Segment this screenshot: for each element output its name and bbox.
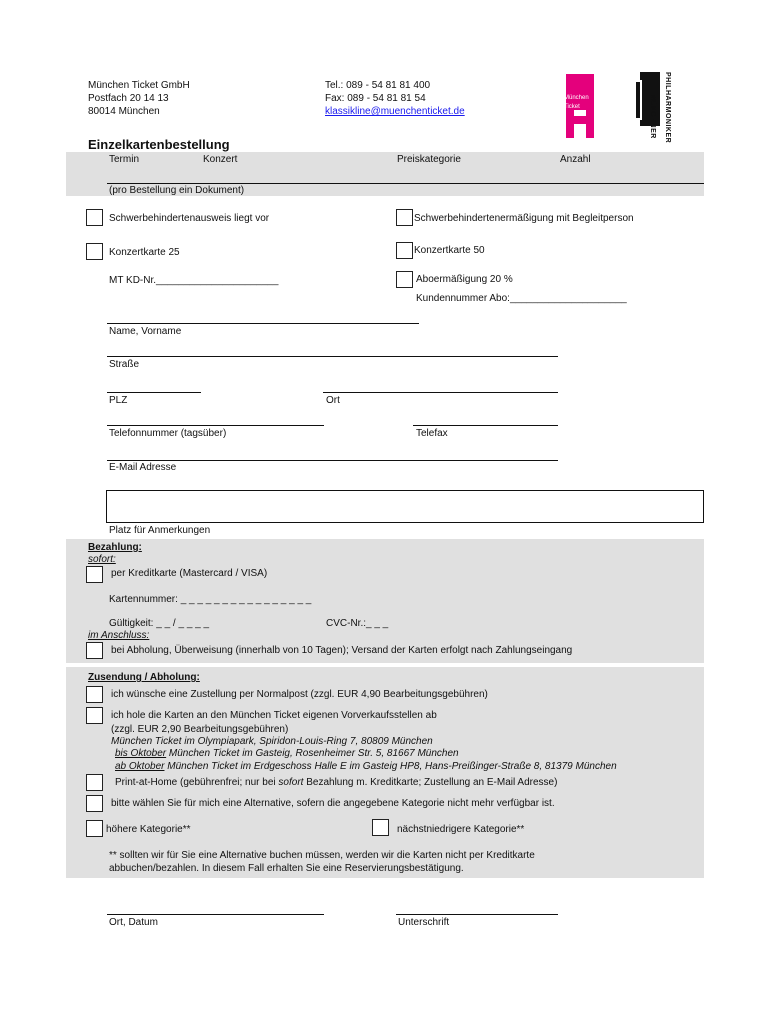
col-anzahl: Anzahl (560, 154, 591, 165)
label-higher-category: höhere Kategorie** (106, 824, 191, 835)
checkbox-post[interactable] (86, 686, 103, 703)
checkbox-credit-card[interactable] (86, 566, 103, 583)
email-link[interactable] (325, 106, 465, 118)
label-lower-category: nächstniedrigere Kategorie** (397, 824, 525, 835)
phone: Tel.: 089 - 54 81 81 400 (325, 80, 431, 91)
remarks-box[interactable] (106, 490, 704, 523)
page-title: Einzelkartenbestellung (88, 137, 230, 152)
loc2-text: München Ticket im Gasteig, Rosenheimer Str. 5, 81667 München (166, 748, 459, 759)
payment-heading: Bezahlung: (88, 542, 142, 553)
validity-field[interactable]: Gültigkeit: _ _ / _ _ _ _ (109, 618, 210, 629)
label-remarks: Platz für Anmerkungen (109, 525, 211, 536)
order-note: (pro Bestellung ein Dokument) (109, 185, 245, 196)
strasse-line[interactable] (107, 356, 558, 357)
mt-logo-text-2: Ticket (564, 104, 580, 110)
label-name: Name, Vorname (109, 326, 182, 337)
mt-kd-nr-field[interactable]: MT KD-Nr.______________________ (109, 275, 279, 286)
col-konzert: Konzert (203, 154, 238, 165)
email-link-text[interactable]: klassikline@muenchenticket.de (325, 106, 465, 117)
checkbox-transfer[interactable] (86, 642, 103, 659)
label-email: E-Mail Adresse (109, 462, 177, 473)
checkbox-schwerbehindertenausweis[interactable] (86, 209, 103, 226)
loc2-prefix: bis Oktober (115, 748, 167, 759)
checkbox-alternative[interactable] (86, 795, 103, 812)
kundennummer-abo-field[interactable]: Kundennummer Abo:_____________________ (416, 293, 627, 304)
signature-line[interactable] (396, 914, 558, 915)
label-aboermaessigung: Aboermäßigung 20 % (416, 274, 513, 285)
muenchen-ticket-logo (560, 72, 602, 142)
place-date-line[interactable] (107, 914, 324, 915)
label-post: ich wünsche eine Zustellung per Normalpost (zzgl. EUR 4,90 Bearbeitungsgebühren) (111, 689, 488, 700)
checkbox-pickup[interactable] (86, 707, 103, 724)
label-place-date: Ort, Datum (109, 917, 158, 928)
location-gasteig (115, 748, 459, 760)
label-konzertkarte25: Konzertkarte 25 (109, 247, 180, 258)
plz-line[interactable] (107, 392, 201, 393)
print-at-home-sofort: sofort (278, 777, 304, 788)
label-schwerbehindertenermaessigung: Schwerbehindertenermäßigung mit Begleitperson (414, 213, 634, 224)
philharmoniker-logo (636, 72, 684, 152)
footnote-line-2: abbuchen/bezahlen. In diesem Fall erhalten Sie eine Reservierungsbestätigung. (109, 863, 464, 874)
email-line[interactable] (107, 460, 558, 461)
label-telefon: Telefonnummer (tagsüber) (109, 428, 227, 439)
label-print-at-home (115, 777, 557, 789)
print-at-home-1: Print-at-Home (gebührenfrei; nur bei (115, 777, 279, 788)
checkbox-lower-category[interactable] (372, 819, 389, 836)
cvc-field[interactable]: CVC-Nr.:_ _ _ (326, 618, 389, 629)
label-alternative: bitte wählen Sie für mich eine Alternative, sofern die angegebene Kategorie nicht mehr verfügbar ist. (111, 798, 555, 809)
order-entry-line[interactable] (107, 183, 704, 184)
payment-im-anschluss: im Anschluss: (88, 630, 150, 641)
col-termin: Termin (109, 154, 140, 165)
postbox: Postfach 20 14 13 (88, 93, 169, 104)
print-at-home-2: Bezahlung m. Kreditkarte; Zustellung an E-Mail Adresse) (303, 777, 558, 788)
footnote-line-1: ** sollten wir für Sie eine Alternative buchen müssen, werden wir die Karten nicht per Kreditkarte (109, 850, 535, 861)
checkbox-print-at-home[interactable] (86, 774, 103, 791)
card-number-field[interactable]: Kartennummer: _ _ _ _ _ _ _ _ _ _ _ _ _ _ _ _ (109, 594, 312, 605)
loc3-text: München Ticket im Erdgeschoss Halle E im Gasteig HP8, Hans-Preißinger-Straße 8, 81379 München (164, 761, 617, 772)
payment-sofort: sofort: (88, 554, 116, 565)
label-strasse: Straße (109, 359, 140, 370)
label-schwerbehindertenausweis: Schwerbehindertenausweis liegt vor (109, 213, 270, 224)
label-signature: Unterschrift (398, 917, 450, 928)
mt-logo-text-1: München (564, 95, 589, 101)
label-credit-card: per Kreditkarte (Mastercard / VISA) (111, 568, 268, 579)
telefax-line[interactable] (413, 425, 558, 426)
label-telefax: Telefax (416, 428, 448, 439)
checkbox-aboermaessigung[interactable] (396, 271, 413, 288)
checkbox-konzertkarte50[interactable] (396, 242, 413, 259)
checkbox-schwerbehindertenermaessigung[interactable] (396, 209, 413, 226)
label-transfer: bei Abholung, Überweisung (innerhalb von 10 Tagen); Versand der Karten erfolgt nach Zahlungseingang (111, 645, 573, 656)
checkbox-higher-category[interactable] (86, 820, 103, 837)
label-pickup: ich hole die Karten an den München Ticket eigenen Vorverkaufsstellen ab (111, 710, 437, 721)
ort-line[interactable] (323, 392, 558, 393)
label-ort: Ort (326, 395, 340, 406)
location-hp8 (115, 761, 617, 773)
label-konzertkarte50: Konzertkarte 50 (414, 245, 485, 256)
telefon-line[interactable] (107, 425, 324, 426)
loc3-prefix: ab Oktober (115, 761, 165, 772)
checkbox-konzertkarte25[interactable] (86, 243, 103, 260)
col-preiskategorie: Preiskategorie (397, 154, 461, 165)
fax: Fax: 089 - 54 81 81 54 (325, 93, 426, 104)
delivery-heading: Zusendung / Abholung: (88, 672, 200, 683)
label-pickup-fee: (zzgl. EUR 2,90 Bearbeitungsgebühren) (111, 724, 289, 735)
label-plz: PLZ (109, 395, 128, 406)
name-line[interactable] (107, 323, 419, 324)
orchestra-logo-text-2: PHILHARMONIKER (664, 72, 671, 144)
location-olympiapark: München Ticket im Olympiapark, Spiridon-Louis-Ring 7, 80809 München (111, 736, 433, 747)
city: 80014 München (88, 106, 160, 117)
company-name: München Ticket GmbH (88, 80, 190, 91)
orchestra-logo-text-1: MÜNCHNER (649, 94, 656, 139)
